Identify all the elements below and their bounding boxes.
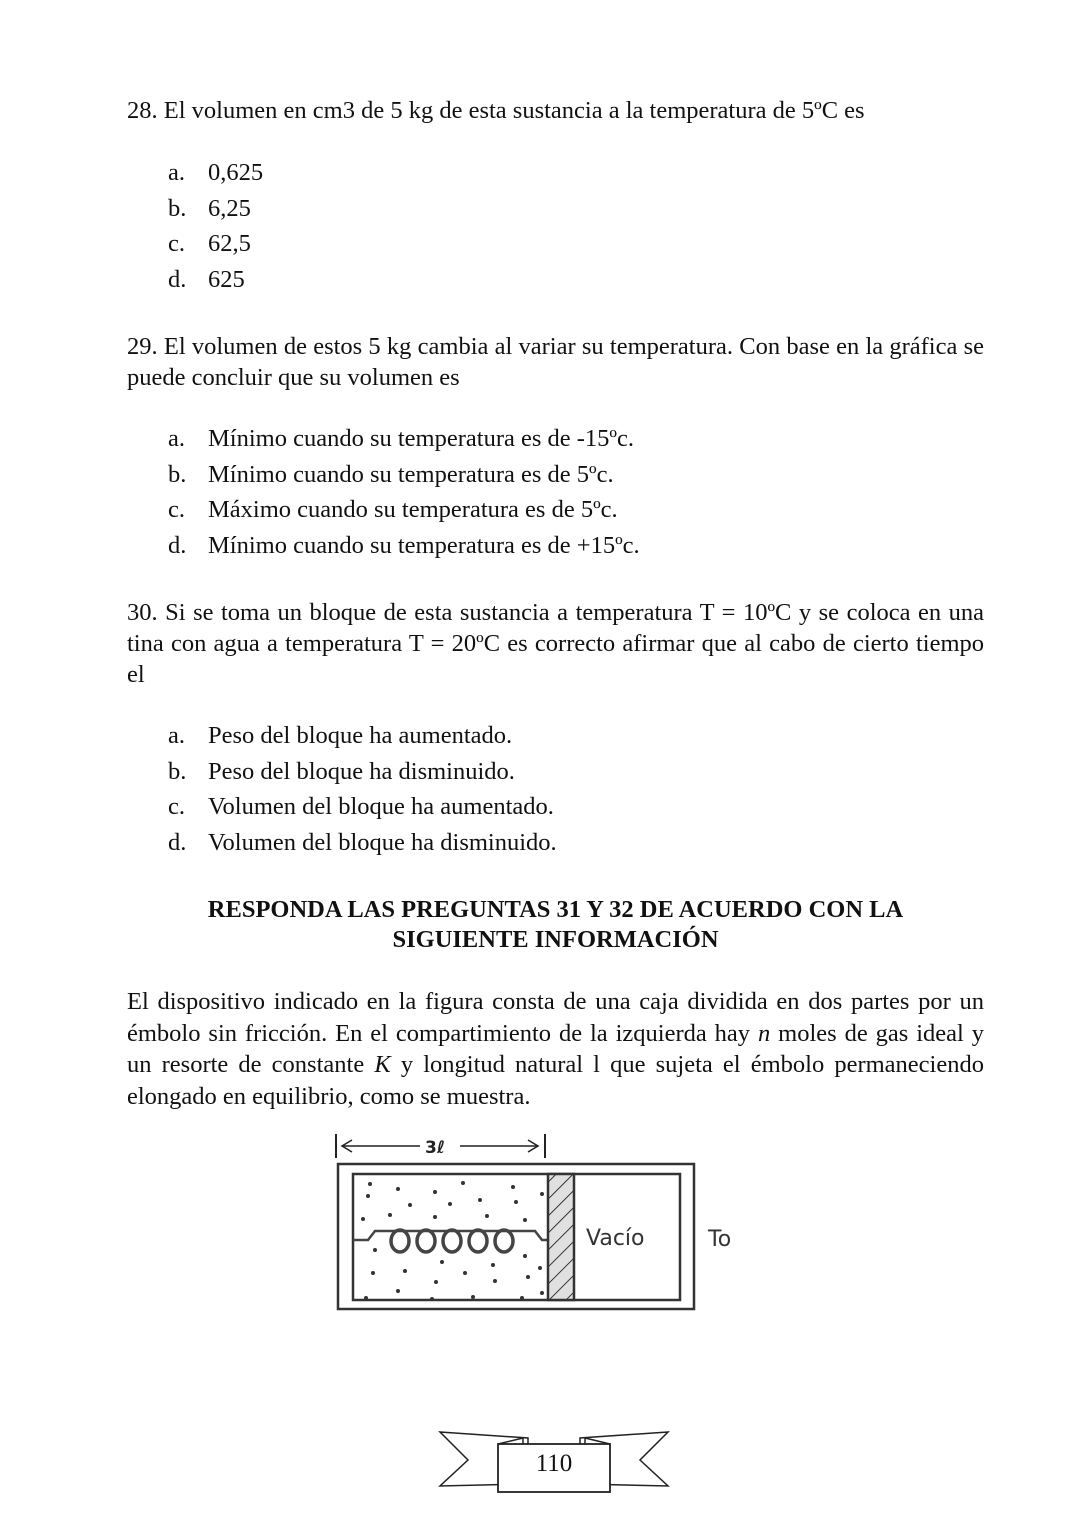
option-28-d	[168, 262, 263, 298]
option-30-c	[168, 789, 557, 825]
option-letter: c.	[168, 793, 185, 821]
question-28-stem: 28. El volumen en cm3 de 5 kg de esta sustancia a la temperatura de 5ºC es	[127, 97, 865, 124]
option-30-b	[168, 754, 557, 790]
section-heading	[127, 895, 984, 955]
piston	[548, 1174, 574, 1300]
option-text: 6,25	[208, 194, 251, 222]
variable-n: n	[757, 1019, 771, 1047]
paragraph-text: moles de gas ideal y un resorte de constante	[127, 1019, 985, 1078]
question-28-options	[168, 155, 263, 298]
option-28-a	[168, 155, 263, 191]
option-letter: d.	[168, 266, 187, 294]
temperature-label: To	[708, 1227, 732, 1252]
option-text: Peso del bloque ha aumentado.	[208, 722, 513, 749]
question-30-stem: 30. Si se toma un bloque de esta sustancia a temperatura T = 10ºC y se coloca en una tina con agua a temperatura T = 20ºC es correcto afirmar que al cabo de cierto tiempo el	[127, 599, 984, 688]
question-30-options	[168, 718, 557, 861]
option-text: Peso del bloque ha disminuido.	[208, 757, 515, 785]
question-29-stem: 29. El volumen de estos 5 kg cambia al variar su temperatura. Con base en la gráfica se puede concluir que su volumen es	[127, 333, 984, 391]
option-text: Mínimo cuando su temperatura es de +15ºc.	[208, 532, 640, 560]
option-letter: c.	[168, 496, 185, 524]
option-29-d	[168, 528, 640, 564]
option-letter: d.	[168, 532, 187, 560]
option-30-d	[168, 825, 557, 861]
option-letter: b.	[168, 757, 187, 785]
option-letter: c.	[168, 230, 185, 258]
spring	[353, 1230, 548, 1252]
option-letter: a.	[168, 159, 185, 186]
question-29-options	[168, 421, 640, 564]
piston-box-figure	[330, 1128, 750, 1318]
option-letter: d.	[168, 829, 187, 857]
option-text: Mínimo cuando su temperatura es de -15ºc.	[208, 425, 635, 452]
option-29-c	[168, 492, 640, 528]
option-text: Volumen del bloque ha disminuido.	[208, 829, 557, 857]
option-text: 0,625	[208, 159, 264, 186]
option-text: Máximo cuando su temperatura es de 5ºc.	[208, 496, 618, 524]
option-28-c	[168, 226, 263, 262]
option-29-a	[168, 421, 640, 457]
option-letter: b.	[168, 460, 187, 488]
option-text: Mínimo cuando su temperatura es de 5ºc.	[208, 460, 614, 488]
option-letter: b.	[168, 194, 187, 222]
gas-particles	[361, 1181, 544, 1301]
option-text: Volumen del bloque ha aumentado.	[208, 793, 554, 821]
option-30-a	[168, 718, 557, 754]
option-text: 62,5	[208, 230, 251, 258]
option-29-b	[168, 457, 640, 493]
paragraph-text: y longitud natural l que sujeta el émbolo permaneciendo elongado en equilibrio, como se muestra.	[127, 1051, 984, 1110]
context-paragraph	[127, 986, 984, 1112]
section-heading-line-2: SIGUIENTE INFORMACIÓN	[392, 926, 719, 953]
page-number: 110	[535, 1450, 573, 1477]
vacuum-label: Vacío	[586, 1226, 645, 1251]
paragraph-text: El dispositivo indicado en la figura consta de una caja dividida en dos partes por un émbolo sin fricción. En el compartimiento de la izquierda hay	[127, 988, 984, 1047]
option-text: 625	[208, 266, 245, 294]
option-letter: a.	[168, 425, 185, 452]
variable-k: K	[374, 1051, 391, 1078]
section-heading-line-1: RESPONDA LAS PREGUNTAS 31 Y 32 DE ACUERDO CON LA	[207, 896, 904, 923]
dimension-label: 3ℓ	[425, 1138, 445, 1158]
option-letter: a.	[168, 722, 185, 749]
option-28-b	[168, 191, 263, 227]
